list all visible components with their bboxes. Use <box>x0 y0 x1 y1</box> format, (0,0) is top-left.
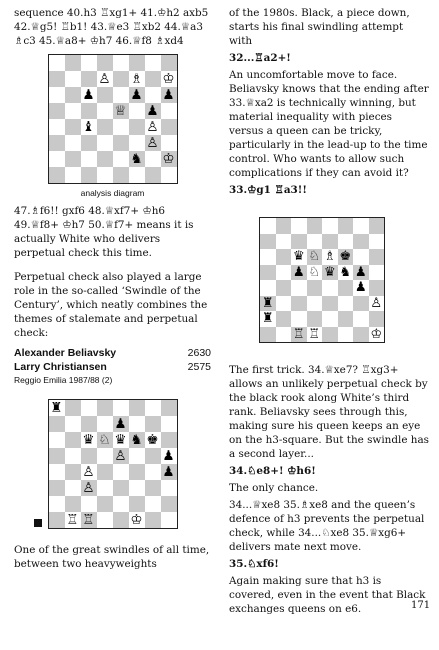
board-square <box>113 464 129 480</box>
board-square <box>291 311 307 327</box>
board-square <box>276 265 292 281</box>
board-square <box>65 151 81 167</box>
right-paragraph-3: The first trick. 34.♕xe7? ♖xg3+ allows an unlikely perpetual check by the black rook along White’s third rank. Beliavsky sees through this, making sure his queen keeps an eye on the h3-square. But the swindle has a second layer... <box>229 364 429 460</box>
board-square <box>260 218 276 234</box>
board-square <box>113 55 129 71</box>
board-square <box>145 87 161 103</box>
board-square <box>81 151 97 167</box>
board-square <box>161 480 177 496</box>
board-square <box>129 448 145 464</box>
game-diagram <box>14 399 211 529</box>
position-board <box>259 217 385 343</box>
board-square <box>338 296 354 312</box>
board-square <box>49 103 65 119</box>
board-square <box>145 512 161 528</box>
board-square <box>353 218 369 234</box>
black-bishop-icon: ♝ <box>82 119 95 135</box>
board-square <box>353 249 369 265</box>
board-square <box>161 135 177 151</box>
white-rook-icon: ♖ <box>82 512 95 528</box>
board-square <box>65 103 81 119</box>
board-square <box>65 448 81 464</box>
board-square <box>307 234 323 250</box>
event-line: Reggio Emilia 1987/88 (2) <box>14 375 113 385</box>
board-square <box>276 249 292 265</box>
board-square <box>49 55 65 71</box>
black-pawn-icon: ♟ <box>162 464 175 480</box>
board-square <box>97 464 113 480</box>
board-square <box>338 218 354 234</box>
white-knight-icon: ♘ <box>98 432 111 448</box>
white-pawn-icon: ♙ <box>370 295 383 311</box>
black-pawn-icon: ♟ <box>82 87 95 103</box>
board-square <box>81 103 97 119</box>
board-square <box>97 119 113 135</box>
board-square <box>276 296 292 312</box>
board-square <box>369 311 385 327</box>
board-square <box>161 512 177 528</box>
board-square <box>65 480 81 496</box>
right-paragraph-5: 34...♕xe8 35.♗xe8 and the queen’s defence of h3 prevents the perpetual check, while 34...♘xe8 35.♕xg6+ delivers mate next move. <box>229 499 425 553</box>
board-square <box>49 480 65 496</box>
black-rook-icon: ♜ <box>50 400 63 416</box>
board-square <box>65 400 81 416</box>
board-square <box>369 218 385 234</box>
board-square <box>161 496 177 512</box>
board-square <box>49 71 65 87</box>
board-square <box>276 327 292 343</box>
analysis-board <box>48 54 178 184</box>
white-knight-icon: ♘ <box>308 264 321 280</box>
board-square <box>338 311 354 327</box>
white-knight-icon: ♘ <box>308 249 321 265</box>
board-square <box>49 416 65 432</box>
black-king-icon: ♚ <box>146 432 159 448</box>
black-queen-icon: ♛ <box>114 432 127 448</box>
board-square <box>113 71 129 87</box>
black-queen-icon: ♛ <box>292 249 305 265</box>
right-paragraph-2: An uncomfortable move to face. Beliavsky knows that the ending after 33.♕xa2 is technically winning, but material inequality with pieces versus a queen can be tricky, particularly in the lead-up to the time control. Who wants to allow such complications if they can avoid it? <box>229 69 429 179</box>
white-king-icon: ♔ <box>130 512 143 528</box>
board-square <box>65 464 81 480</box>
board-square <box>161 103 177 119</box>
right-paragraph-4: The only chance. <box>229 482 319 494</box>
board-square <box>97 135 113 151</box>
board-square <box>97 496 113 512</box>
board-square <box>49 167 65 183</box>
board-square <box>81 167 97 183</box>
board-square <box>145 151 161 167</box>
board-square <box>81 135 97 151</box>
white-pawn-icon: ♙ <box>98 71 111 87</box>
board-square <box>129 103 145 119</box>
board-square <box>65 167 81 183</box>
board-square <box>49 448 65 464</box>
board-square <box>353 234 369 250</box>
board-square <box>113 480 129 496</box>
board-square <box>49 496 65 512</box>
board-square <box>145 464 161 480</box>
white-pawn-icon: ♙ <box>82 464 95 480</box>
white-pawn-icon: ♙ <box>146 119 159 135</box>
black-knight-icon: ♞ <box>130 151 143 167</box>
board-square <box>291 296 307 312</box>
board-square <box>49 464 65 480</box>
board-square <box>322 234 338 250</box>
board-square <box>161 55 177 71</box>
player-name: Larry Christiansen <box>14 361 107 373</box>
black-pawn-icon: ♟ <box>292 264 305 280</box>
player-row-white <box>14 346 211 360</box>
board-square <box>161 400 177 416</box>
white-rook-icon: ♖ <box>308 326 321 342</box>
black-pawn-icon: ♟ <box>114 416 127 432</box>
board-square <box>338 280 354 296</box>
board-square <box>291 234 307 250</box>
move-line-2: 33.♔g1 ♖a3!! <box>229 184 307 196</box>
board-square <box>145 167 161 183</box>
board-square <box>129 167 145 183</box>
board-square <box>97 55 113 71</box>
board-square <box>49 432 65 448</box>
board-square <box>307 280 323 296</box>
page-number: 171 <box>411 600 431 611</box>
board-square <box>65 71 81 87</box>
board-square <box>129 496 145 512</box>
board-square <box>97 512 113 528</box>
black-queen-icon: ♛ <box>323 264 336 280</box>
board-square <box>145 71 161 87</box>
board-square <box>81 416 97 432</box>
board-square <box>113 512 129 528</box>
board-square <box>129 135 145 151</box>
board-square <box>145 480 161 496</box>
black-rook-icon: ♜ <box>261 311 274 327</box>
move-line-4: 35.♘xf6! <box>229 558 279 570</box>
board-square <box>260 280 276 296</box>
right-paragraph-6: Again making sure that h3 is covered, even in the event that Black exchanges queens on e6. <box>229 575 426 615</box>
right-paragraph-1: of the 1980s. Black, a piece down, starts his final swindling attempt with <box>229 7 410 47</box>
left-paragraph-3: Perpetual check also played a large role in the so-called ‘Swindle of the Century’, which neatly combines the themes of stalemate and perpetual check: <box>14 271 208 339</box>
board-square <box>276 234 292 250</box>
board-square <box>338 234 354 250</box>
black-pawn-icon: ♟ <box>162 448 175 464</box>
board-square <box>276 311 292 327</box>
board-square <box>161 167 177 183</box>
board-square <box>81 496 97 512</box>
board-square <box>161 432 177 448</box>
board-square <box>129 400 145 416</box>
board-square <box>276 280 292 296</box>
board-square <box>65 119 81 135</box>
players-block <box>14 346 211 374</box>
black-to-move-marker <box>34 519 42 527</box>
player-row-black <box>14 360 211 374</box>
black-pawn-icon: ♟ <box>146 103 159 119</box>
board-square <box>260 265 276 281</box>
board-square <box>81 448 97 464</box>
board-square <box>97 400 113 416</box>
board-square <box>113 119 129 135</box>
board-square <box>49 135 65 151</box>
board-square <box>145 55 161 71</box>
left-paragraph-4: One of the great swindles of all time, between two heavyweights <box>14 544 210 570</box>
board-square <box>113 496 129 512</box>
white-king-icon: ♔ <box>162 151 175 167</box>
white-bishop-icon: ♗ <box>130 71 143 87</box>
move-line-1: 32...♖a2+! <box>229 52 291 64</box>
board-square <box>129 480 145 496</box>
board-square <box>81 55 97 71</box>
player-name: Alexander Beliavsky <box>14 347 117 359</box>
board-square <box>97 167 113 183</box>
board-square <box>129 55 145 71</box>
board-square <box>65 135 81 151</box>
white-rook-icon: ♖ <box>66 512 79 528</box>
right-column <box>229 6 429 619</box>
board-square <box>161 119 177 135</box>
game-board <box>48 399 178 529</box>
board-square <box>49 151 65 167</box>
board-square <box>97 448 113 464</box>
left-paragraph-1: sequence 40.h3 ♖xg1+ 41.♔h2 axb5 42.♕g5! ♖b1! 43.♕e3 ♖xb2 44.♕a3 ♗c3 45.♕a8+ ♔h7 46.♕f8 ♗xd4 <box>14 7 209 47</box>
board-square <box>97 151 113 167</box>
white-pawn-icon: ♙ <box>114 448 127 464</box>
white-pawn-icon: ♙ <box>146 135 159 151</box>
board-square <box>65 55 81 71</box>
board-square <box>369 265 385 281</box>
board-square <box>260 234 276 250</box>
black-pawn-icon: ♟ <box>162 87 175 103</box>
board-square <box>307 311 323 327</box>
board-square <box>129 119 145 135</box>
board-square <box>113 167 129 183</box>
white-rook-icon: ♖ <box>292 326 305 342</box>
board-square <box>338 327 354 343</box>
board-square <box>291 218 307 234</box>
board-square <box>353 327 369 343</box>
black-king-icon: ♚ <box>339 249 352 265</box>
board-square <box>49 119 65 135</box>
board-square <box>145 416 161 432</box>
board-square <box>161 416 177 432</box>
black-pawn-icon: ♟ <box>130 87 143 103</box>
board-square <box>129 464 145 480</box>
white-bishop-icon: ♗ <box>323 249 336 265</box>
board-square <box>65 87 81 103</box>
board-square <box>129 416 145 432</box>
board-square <box>97 103 113 119</box>
board-square <box>322 280 338 296</box>
board-square <box>81 400 97 416</box>
board-square <box>97 480 113 496</box>
move-line-3: 34.♘e8+! ♔h6! <box>229 465 316 477</box>
board-square <box>65 432 81 448</box>
black-queen-icon: ♛ <box>82 432 95 448</box>
left-paragraph-2: 47.♗f6!! gxf6 48.♕xf7+ ♔h6 49.♕f8+ ♔h7 50.♕f7+ means it is actually White who delivers perpetual check this time. <box>14 205 194 259</box>
board-square <box>307 218 323 234</box>
player-rating: 2630 <box>187 347 211 359</box>
board-square <box>113 400 129 416</box>
board-square <box>369 234 385 250</box>
board-square <box>369 249 385 265</box>
board-square <box>260 327 276 343</box>
board-square <box>49 512 65 528</box>
white-queen-icon: ♕ <box>114 103 127 119</box>
board-square <box>307 296 323 312</box>
black-rook-icon: ♜ <box>261 295 274 311</box>
left-column <box>14 6 211 574</box>
board-square <box>260 249 276 265</box>
player-rating: 2575 <box>187 361 211 373</box>
board-square <box>291 280 307 296</box>
board-square <box>97 416 113 432</box>
board-square <box>81 71 97 87</box>
board-square <box>145 400 161 416</box>
white-pawn-icon: ♙ <box>82 480 95 496</box>
board-square <box>145 496 161 512</box>
black-pawn-icon: ♟ <box>354 280 367 296</box>
board-square <box>322 218 338 234</box>
white-king-icon: ♔ <box>162 71 175 87</box>
black-pawn-icon: ♟ <box>354 264 367 280</box>
board-square <box>353 296 369 312</box>
black-knight-icon: ♞ <box>339 264 352 280</box>
board-square <box>276 218 292 234</box>
board-square <box>145 448 161 464</box>
board-square <box>322 311 338 327</box>
analysis-caption: analysis diagram <box>80 188 145 198</box>
board-square <box>113 87 129 103</box>
board-square <box>353 311 369 327</box>
board-square <box>369 280 385 296</box>
board-square <box>322 296 338 312</box>
board-square <box>49 87 65 103</box>
board-square <box>322 327 338 343</box>
board-square <box>113 135 129 151</box>
white-king-icon: ♔ <box>370 326 383 342</box>
black-knight-icon: ♞ <box>130 432 143 448</box>
board-square <box>97 87 113 103</box>
board-square <box>65 496 81 512</box>
board-square <box>65 416 81 432</box>
board-square <box>113 151 129 167</box>
